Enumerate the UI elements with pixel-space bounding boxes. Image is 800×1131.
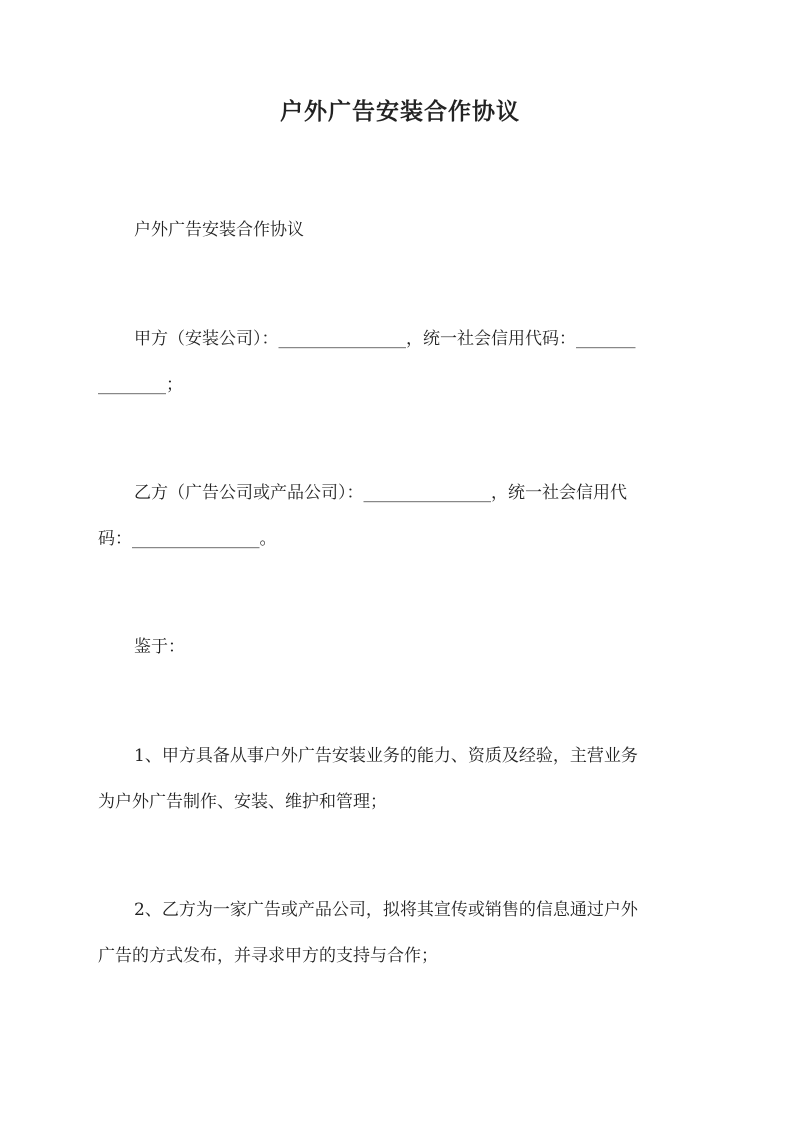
party-a-line-1: 甲方（安装公司）：_______________，统一社会信用代码：_______	[134, 329, 636, 349]
party-a-line-2: ________；	[98, 375, 183, 395]
clause-1-line-1: 1、甲方具备从事户外广告安装业务的能力、资质及经验，主营业务	[134, 746, 638, 766]
whereas-text: 鉴于：	[134, 637, 185, 657]
clause-1-paragraph	[98, 733, 702, 825]
party-b-line-2: 码：_______________。	[98, 529, 277, 549]
clause-2-line-1: 2、乙方为一家广告或产品公司，拟将其宣传或销售的信息通过户外	[134, 900, 638, 920]
document-title: 户外广告安装合作协议	[280, 98, 520, 125]
party-b-line-1: 乙方（广告公司或产品公司）：_______________，统一社会信用代	[134, 483, 627, 503]
whereas-paragraph	[98, 624, 702, 670]
clause-2-line-2: 广告的方式发布，并寻求甲方的支持与合作；	[98, 946, 438, 966]
subtitle-paragraph	[98, 207, 702, 253]
clause-1-line-2: 为户外广告制作、安装、维护和管理；	[98, 792, 387, 812]
party-a-paragraph	[98, 316, 702, 408]
subtitle-text: 户外广告安装合作协议	[134, 220, 304, 240]
clause-2-paragraph	[98, 887, 702, 979]
party-b-paragraph	[98, 470, 702, 562]
